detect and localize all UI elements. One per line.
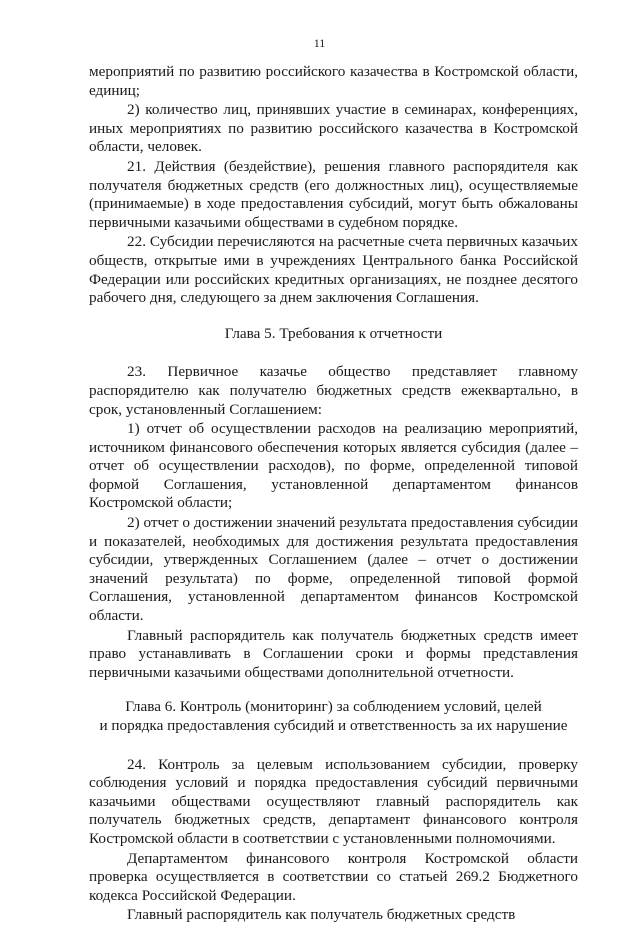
paragraph-item-2: 2) количество лиц, принявших участие в семинарах, конференциях, иных мероприятиях по развитию российского казачества в Костромской области, человек.: [89, 101, 578, 156]
document-body: [89, 63, 578, 925]
page-number: 11: [313, 36, 326, 50]
chapter-6-heading: [89, 698, 578, 735]
paragraph-22: 22. Субсидии перечисляются на расчетные счета первичных казачьих обществ, открытые ими в учреждениях Центрального банка Российской Федерации или российских кредитных организациях, не позднее десятого рабочего дня, следующего за днем заключения Соглашения.: [89, 233, 578, 307]
paragraph-21: 21. Действия (бездействие), решения главного распорядителя как получателя бюджетных средств (его должностных лиц), осуществляемые (принимаемые) в ходе предоставления субсидий, могут быть обжалованы первичными казачьими обществами в судебном порядке.: [89, 157, 578, 231]
paragraph-24-last-line: Главный распорядитель как получатель бюджетных средств: [127, 906, 516, 924]
paragraph-23-item-1: 1) отчет об осуществлении расходов на реализацию мероприятий, источником финансового обеспечения которых является субсидия (далее – отчет об осуществлении расходов), по форме, определенной типовой формой Соглашения, установленной департаментом финансов Костромской области;: [89, 420, 578, 512]
paragraph-24-control-dept: Департаментом финансового контроля Костромской области проверка осуществляется в соответствии со статьей 269.2 Бюджетного кодекса Российской Федерации.: [89, 849, 578, 904]
chapter-6-heading-line-1: Глава 6. Контроль (мониторинг) за соблюдением условий, целей: [125, 698, 542, 716]
paragraph-24: 24. Контроль за целевым использованием субсидии, проверку соблюдения условий и порядка предоставления субсидий первичными казачьими обществами осуществляют главный распорядитель как получатель бюджетных средств, департамент финансового контроля Костромской области в соответствии с установленными полномочиями.: [89, 755, 578, 847]
chapter-6-heading-line-2: и порядка предоставления субсидий и ответственность за их нарушение: [99, 717, 568, 734]
paragraph-23: 23. Первичное казачье общество представляет главному распорядителю как получателю бюджетных средств ежеквартально, в срок, установленный Соглашением:: [89, 363, 578, 418]
paragraph-23-item-2: 2) отчет о достижении значений результата предоставления субсидии и показателей, необходимых для достижения результата предоставления субсидии, утвержденных Соглашением (далее – отчет о достижении значений результата) по форме, определенной типовой формой Соглашения, установленной департаментом финансов Костромской области.: [89, 514, 578, 625]
paragraph-23-additional: Главный распорядитель как получатель бюджетных средств имеет право устанавливать в Соглашении сроки и формы представления первичными казачьими обществами дополнительной отчетности.: [89, 626, 578, 681]
paragraph-continuation: мероприятий по развитию российского казачества в Костромской области, единиц;: [89, 63, 578, 99]
chapter-5-heading: Глава 5. Требования к отчетности: [224, 324, 443, 342]
